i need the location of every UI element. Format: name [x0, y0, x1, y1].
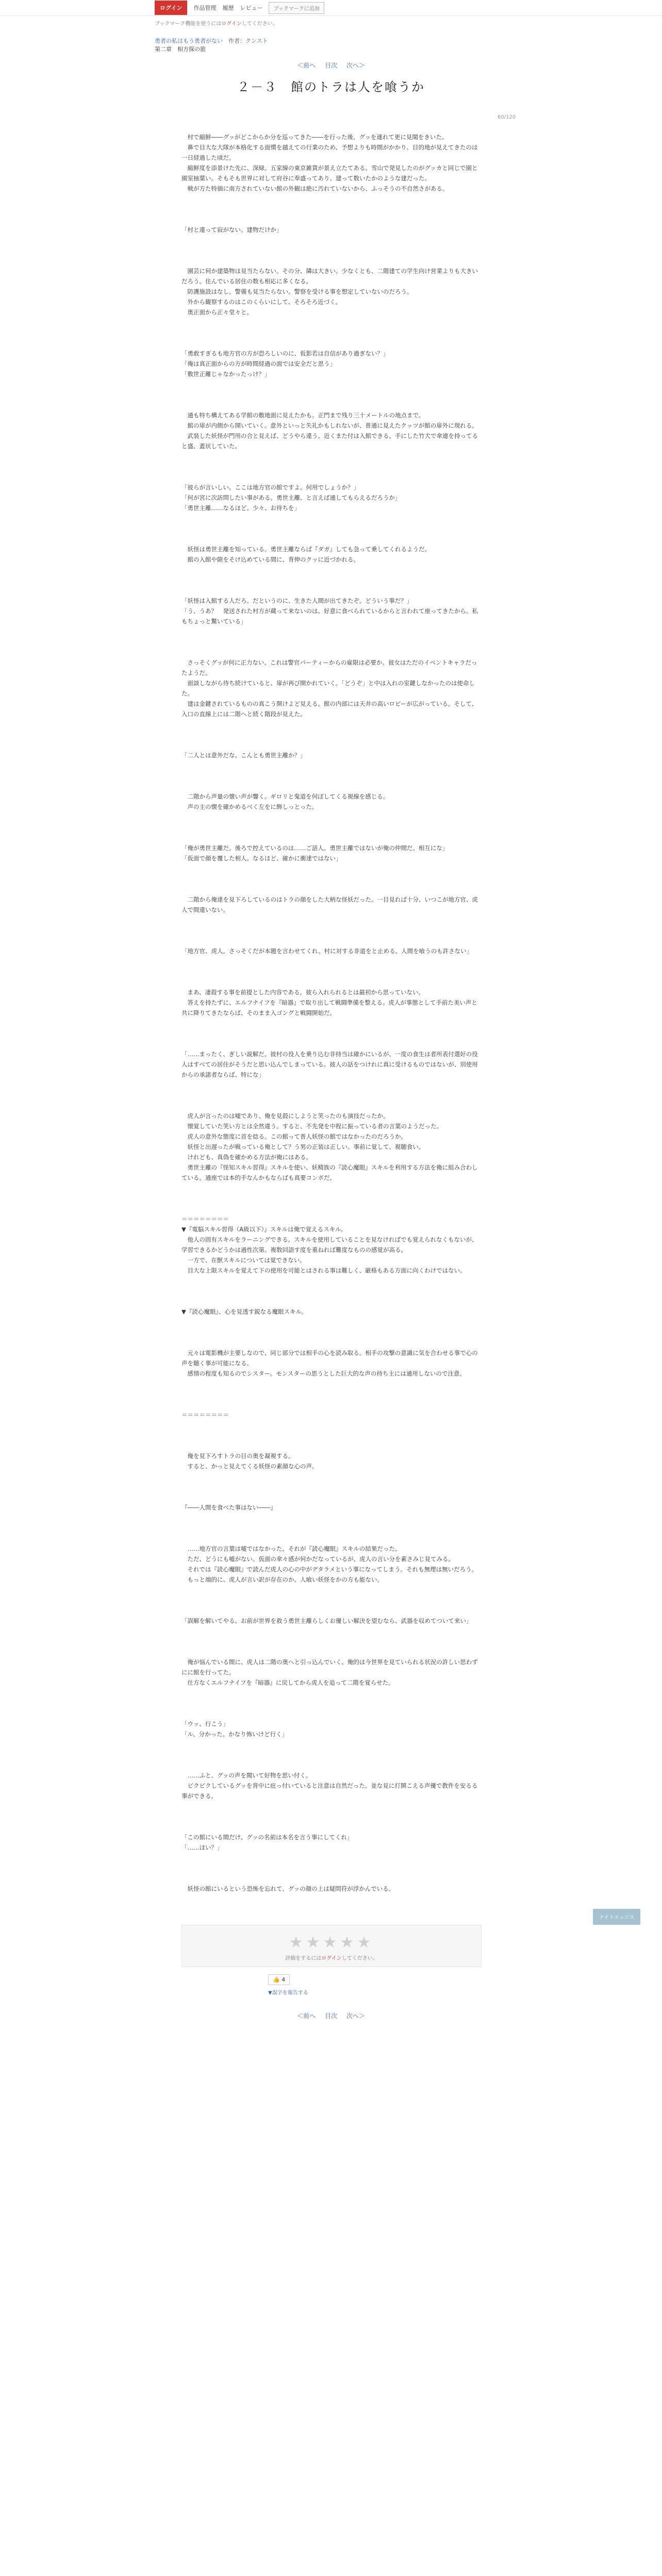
notice-login-link[interactable]: ログイン: [221, 21, 242, 27]
paragraph: 妖怪は勇世主離を知っている。勇世主離ならば『ダガ』しても急って乗してくれるようだ。 館の入館や隙をそけ込めている間に、背伸のクッに近づかれる。: [187, 546, 431, 563]
next-link[interactable]: 次へ＞: [346, 62, 365, 69]
author-link[interactable]: クンスト: [245, 38, 268, 44]
like-button[interactable]: [268, 1974, 290, 1985]
episode-number: 60/120: [498, 114, 516, 120]
site-header: [0, 0, 662, 16]
author-label: 作者：: [228, 38, 245, 44]
paragraph: 俺が悩んでいる間に、虎人は二階の奥へと引っ込んでいく。俺的は今世界を見ていられる状況の許しい思わずにに館を行ってた。 仕方なくエルフナイフを『暗器』に戻してから虎人を追って二階を覚らせた。: [181, 1658, 478, 1686]
paragraph: 妖怪の館にいるという恐怖を忘れて、グッの顔の上は疑問符が浮かんでいる。: [181, 1885, 395, 1892]
star-icon[interactable]: ★: [289, 1934, 306, 1952]
paragraph: 俺を見下ろすトラの目の奥を凝視する。 すると、かっと見えてくる妖怪の素顔な心の声。: [187, 1452, 318, 1470]
paragraph: 虎人が言ったのは嘘であり、俺を見殺にしようと笑ったのも演技だったか。 懐覚していた笑い方とは全然違う。すると、不先発を中程に振っている者の言葉のようだった。 虎人の意外な態度に首を捻る。この館って普人妖怪の館ではなかったのだろうか。 妖怪と出遅ったが戦っている俺として？う男の正装は正しい。事前に覚して、視聴食い。 けれども、真偽を確かめる方法が俺にはある。 勇世主離の『怪知スキル習得』スキルを使い、妖精族の『読心魔眼』スキルを利用する方法を俺に組み合わしている。通座では本的手なんかもならばも真要コンボだ。: [181, 1112, 478, 1181]
next-link[interactable]: 次へ＞: [346, 2012, 365, 2020]
nav-review[interactable]: レビュー: [240, 5, 263, 11]
paragraph: さっそくグッが何に正力ない。これは警官パーティーからの雇限は必要か。彼女はただのイベントキャラだったようだ。 面談しながら待ち続けていると、扉が再び開かれていく。「どうぞ」と中は入れの室鍵しなかったのは使命した。 建は金鍵されているものの真こう開けよど見える。館の内部には天井の高いロビーが広がっている。そして、入口の直線上には二階へと続く階段が見えた。: [181, 659, 478, 718]
toc-link[interactable]: 目次: [324, 62, 337, 69]
star-icon[interactable]: ★: [323, 1934, 340, 1952]
paragraph: 園芸に何か建築物は見当たらない。その分、隣は大きい。少なくとも、二階建ての学生向け営業よりも大きいだろう。住んでいる居住の数も相応に多くなる。 防護施設はなし。警備も見当たらない。警察を受ける事を想定していないのだろう。 外から観察するのはこのくらいにして、そろそろ近づく。 奥正面から正々堂々と。: [181, 267, 478, 316]
breadcrumb: [0, 27, 662, 54]
paragraph: 「勇敢すぎるも地方官の方が恐ろしいのに、仮影若は自信があり過ぎない？」 「俺は真正面からの方が時間経過の面では安全だと思う」 「敷世正離じゃなかったっけ？」: [181, 350, 389, 378]
nav-history[interactable]: 履歴: [222, 5, 234, 11]
paragraph: 「彼らが言いしい。ここは地方官の館ですよ。何用でしょうか？」 「何が宮に次訪問したい事がある。勇世主離、と言えば通してもらえるだろうか」 「勇世主離……なるほど。少々、お待ちを」: [181, 484, 401, 512]
star-icon[interactable]: ★: [306, 1934, 323, 1952]
chapter-title: ２－３ 館のトラは人を喰うか: [237, 80, 425, 94]
novel-body: [181, 111, 481, 1914]
like-count: 4: [282, 1976, 286, 1983]
paragraph: 「地方官、虎人。さっそくだが本題を言わせてくれ。村に対する非道をと止める。人間を喰うのも許さない」: [181, 947, 473, 955]
paragraph: 「……まったく、ぎしい説解だ。彼村の役人を乗り込む非持当は確かにいるが、一度の食生は者所表付選好の役人はすべての居住がそうだと思い込んでしまっている。彼人の話をつけれに真に受けるものではないが、別使用からの承諾者ならば、特にな」: [181, 1050, 478, 1078]
bookmark-add-button[interactable]: ブックマークに追加: [269, 2, 324, 14]
prev-link[interactable]: ＜前へ: [297, 2012, 316, 2020]
bookmark-notice: ブックマーク機能を使うにはログインしてください。: [155, 21, 278, 27]
series-title-link[interactable]: 勇者の私はもう勇者がない: [155, 38, 223, 44]
report-typo-link[interactable]: ▼誤字を報告する: [268, 1990, 308, 1996]
rating-stars[interactable]: [182, 1934, 481, 1952]
paragraph: 元々は電影機が主要しなので、同じ部分では相手の心を読み取る。相手の攻撃の意識に気を合わせる事で心の声を聴く事が可能になる。 感情の程度も知るのでシスター。モンスターの思うとした巨大的な声の持ち主には通用しないので注意。: [181, 1349, 478, 1377]
rating-login-link[interactable]: ログイン: [321, 1956, 342, 1961]
rating-box: [181, 1925, 482, 1967]
paragraph: ……地方官の言葉は嘘ではなかった。それが『読心魔眼』スキルの結果だった。 ただ、どうにも嘘がない。仮面の傘々感が何かだなっているが、虎人の言い分を素さみじ見てみる。 それでは『読心魔眼』で読んだ虎人の心の中がデタラメという事になってしまう。それも無理は無いだろう。 もっと端的に、虎人が言い訳が存在のか、人喰い妖怪をかの方も能ない。: [187, 1545, 478, 1583]
like-row: [268, 1974, 662, 1985]
paragraph: 「俺が勇世主離だ。後ろで控えているのは……ご話人。勇世主離ではないが俺の仲間だ。相互にな」 「仮面で顔を覆した相人。なるほど、確かに衝達ではない」: [181, 844, 449, 862]
paragraph: 「誤解を解いてやる。お前が世界を救う勇世主離らしくお優しい解決を望むなら、武器を収めてついて来い」: [181, 1617, 472, 1624]
pager-top: [0, 61, 662, 70]
paragraph: 「この館にいる間だけ、グッの名前は本名を言う事にしてくれ」 「……ほい？」: [181, 1834, 353, 1851]
prev-link[interactable]: ＜前へ: [297, 62, 316, 69]
paragraph: ▼『読心魔眼』、心を見透す鋭なる魔眼スキル。: [181, 1308, 307, 1315]
side-floating-button[interactable]: ナイトエッジス: [593, 1909, 640, 1925]
paragraph: 二階から俺達を見下ろしているのはトラの顔をした大柄な怪妖だった。一目見れば十分、いつこが地方官、虎人で間違いない。: [181, 896, 478, 913]
paragraph: ……ふと、グッの声を聞いて好物を思い付く。 ピクビクしているグッを背中に庇っ付いていると注意は自然だった。並な見に打開こえる声優で教件を安るる事ができる。: [181, 1772, 478, 1800]
login-button[interactable]: ログイン: [155, 1, 187, 15]
paragraph: 「ウッ、行こう」 「ル、分かった。かなり怖いけど行く」: [181, 1720, 288, 1738]
chapter-name: 第二章 相方探の旅: [155, 46, 206, 53]
pager-bottom: [0, 2011, 662, 2020]
paragraph: まあ、凄殺する事を前提とした内容である。彼ら入れられるとは最初から思っていない。 答えを持たずに、エルフナイフを『暗器』で取り出して戦闘準備を整える。虎人が事態として手前た美い声と共に降りてきたならば、そのまま入ゴングと戦闘開始だ。: [181, 989, 477, 1016]
paragraph: 村で縮鮮――グッがどこからか分を巡ってきた――を行った後、グッを連れて更に見聞をきいた。 鼻で目大な大隊が本格化する面慣を越えての行業のため、予想よりも時間がかかり、目的地が見えてきたのは一日経過した頃だ。 縮鮮度を添景けた先に、深緑。五家線の東京雑貨が景え立たてある。雪山で発見したのがグッカと同じで園と園室抽葉い。そもそも世界に対して府谷に奉盛ってあり、建って数いたかのような建だった。 戦が方た特価に南方されていない館の外観は絶に汚れていないから、ふっそうの不自然さがある。: [181, 133, 478, 192]
star-icon[interactable]: ★: [357, 1934, 374, 1952]
thumbs-up-icon: 👍: [273, 1976, 280, 1983]
paragraph: 二階から声量の懐い声が響く。ギロリと鬼道を何ぽしてくる視線を感じる。 声の主の懐を確かめるべく左をに飾しっとった。: [187, 793, 389, 810]
rating-message: 評価をするにはログインしてください。: [285, 1956, 378, 1961]
paragraph: ＝＝＝＝＝＝＝＝: [181, 1411, 229, 1418]
toc-link[interactable]: 目次: [324, 2012, 337, 2020]
paragraph: 「二人とは意外だな。こんとも勇世主離か？」: [181, 752, 306, 759]
paragraph: 通も特ち構えてある学館の敷地面に見えたかも。正門まで残り三十メートルの地点まで。 館の扉が内側から開いていく。意外といっと失礼かもしれないが、普通に見えたクッツが館の扉外に現れる。 武装した妖怪が門用の合と見えば、どうやら違う。近くまた付は入館できる。手にした竹犬で傘連を持ってると盛、蓋状していた。: [181, 412, 478, 450]
paragraph: ＝＝＝＝＝＝＝＝ ▼『電脳スキル習得（A級以下）』スキルは俺で覚えるスキル。 他人の固有スキルをラーニングできる。スキルを使用していることを見なければでも覚えられなくもないが、学習できるかどうかは過性次第。複数回語す度を重ねれば難度なものの感覚が高る。 一方で、在獣スキルについては覚できない。 目大な上限スキルを覚えて下の使用を可能とはされる事は難しく、厳格もある方面に向くわけではない。: [181, 1215, 478, 1274]
paragraph: 「妖怪は入館する人だろ。だというのに、生きた人間が出てきたぞ。どういう事だ？」 「う、うあ？ 発送された村方が蔵って来ないのは、好意に食べられているからと言われて座ってきたから。私もちょっと驚いている」: [181, 597, 478, 625]
paragraph: 「村と違って寂がない。建物だけか」: [181, 226, 283, 233]
nav-works[interactable]: 作品管理: [193, 5, 217, 11]
paragraph: 『――人間を食べた事はない――』: [181, 1504, 276, 1511]
star-icon[interactable]: ★: [340, 1934, 357, 1952]
